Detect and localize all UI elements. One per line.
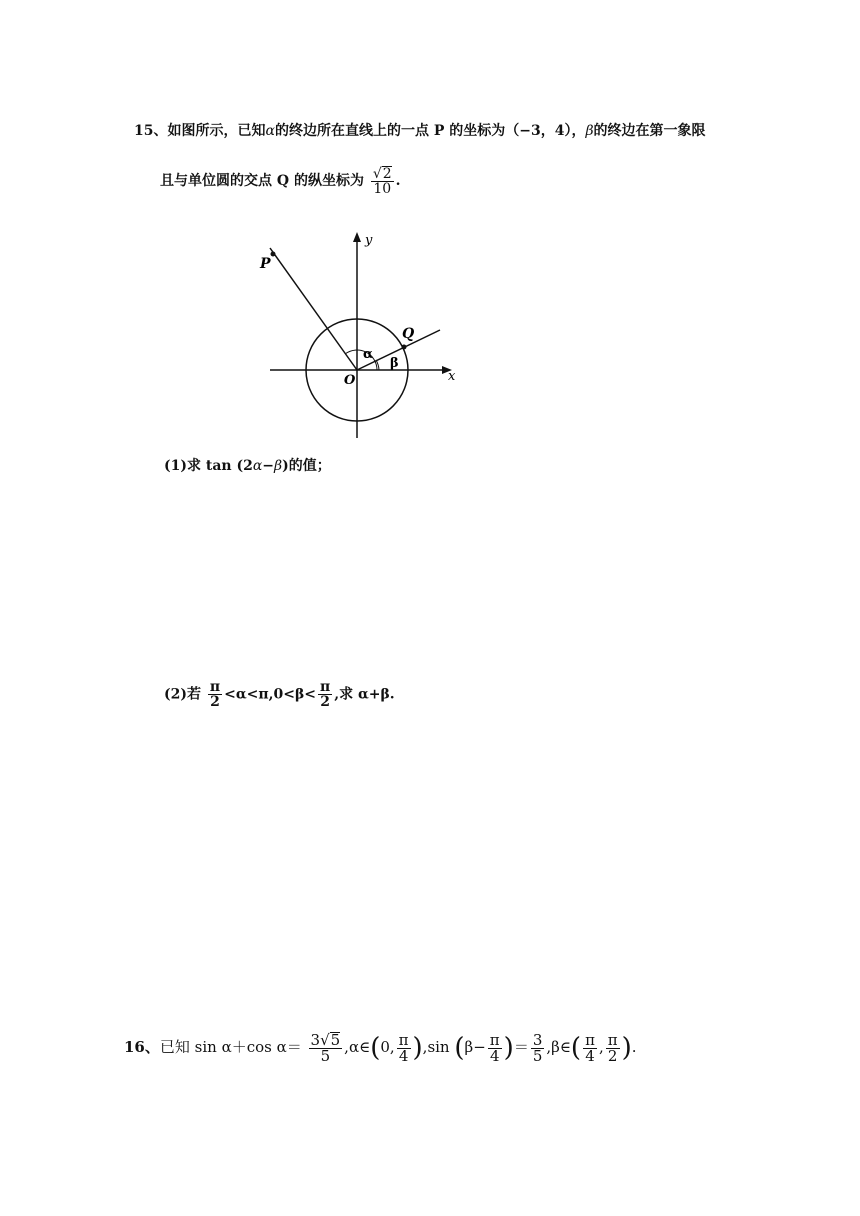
q15-text-c: 的终边在第一象限	[593, 123, 706, 139]
q15-line1	[134, 120, 706, 140]
q15-alpha: α	[265, 123, 275, 139]
part1-minus: −	[262, 458, 275, 474]
q16-five: 5	[532, 1046, 543, 1065]
q16-end: .	[631, 1038, 637, 1056]
q16-beta-in: ,β∈	[546, 1038, 571, 1056]
q16-beta-minus: β−	[464, 1038, 486, 1056]
ray-op	[270, 248, 357, 370]
label-q: Q	[402, 326, 415, 342]
part2-frac-1	[208, 680, 222, 709]
part2-suffix: ,求 α+β.	[334, 686, 395, 703]
q16-frac-pi4-c	[583, 1030, 597, 1065]
label-beta: β	[390, 356, 399, 371]
part2-frac2-num: π	[319, 679, 331, 695]
part2-middle: <α<π,0<β<	[224, 686, 316, 703]
q16-four-c: 4	[585, 1046, 595, 1065]
label-o: O	[344, 373, 356, 388]
q16-pi-c: π	[585, 1030, 595, 1049]
q16-sin-beta: ,sin	[422, 1038, 450, 1056]
q16-pi: π	[398, 1030, 409, 1049]
q15-frac-den: 10	[373, 181, 392, 197]
q15-text-a: 如图所示，已知	[167, 123, 266, 139]
q16-alpha-in: ,α∈	[344, 1038, 371, 1056]
q16-comma: ,	[598, 1038, 604, 1056]
q15-text-b: 的终边所在直线上的一点 P 的坐标为（−3，4），	[274, 123, 586, 139]
label-x: x	[448, 369, 456, 384]
q16-eq: ＝	[513, 1038, 529, 1056]
part2-frac2-den: 2	[320, 694, 330, 710]
q16-num-coef: 3	[310, 1031, 321, 1049]
y-axis-arrow	[353, 232, 361, 242]
part1-beta: β	[274, 458, 283, 474]
q15-line2-text: 且与单位圆的交点 Q 的纵坐标为	[160, 173, 364, 189]
q15-number: 15、	[134, 123, 168, 139]
q16-line: 16、已知 sin α＋cos α＝ $\frac{3√5}{5}$ ,α∈(0, $\frac{\pi}{4}$ ),sin (β− $\frac{\pi}{4}$ )＝ $\frac{3}{5}$ ,β∈( $\frac{\pi}{4}$ , $\frac{\pi}{2}$ ).	[124, 1030, 637, 1065]
q16-frac-pi2	[606, 1030, 620, 1065]
part1-prefix: (1)求 tan (2	[164, 458, 253, 474]
q16-frac-35	[531, 1030, 545, 1065]
q16-text-a: 已知 sin α＋cos α＝	[159, 1038, 302, 1056]
q15-beta: β	[585, 123, 594, 139]
q16-four-b: 4	[489, 1046, 500, 1065]
point-p	[271, 252, 276, 257]
label-alpha: α	[363, 347, 374, 362]
part1-alpha: α	[252, 458, 263, 474]
part2-frac-2	[318, 680, 332, 709]
q15-part2	[164, 680, 395, 709]
q16-three: 3	[532, 1030, 543, 1049]
q15-line2	[160, 166, 401, 196]
q16-two: 2	[607, 1046, 618, 1065]
label-p: P	[260, 256, 271, 272]
q15-fraction: $\frac{√2}{10}$	[372, 166, 392, 197]
q16-num-radicand: 5	[330, 1031, 341, 1049]
label-y: y	[365, 233, 373, 248]
part2-frac1-num: π	[209, 679, 221, 695]
q16-frac-a: $\frac{3√5}{5}$	[310, 1031, 341, 1065]
q15-line2-end: .	[395, 173, 401, 189]
q16-pi-b: π	[489, 1030, 500, 1049]
q16-number: 16、	[124, 1038, 160, 1056]
q16-frac-pi4	[397, 1030, 411, 1065]
unit-circle-figure	[262, 228, 462, 443]
q16-pi-d: π	[607, 1030, 618, 1049]
part1-suffix: )的值；	[282, 458, 331, 474]
q16-frac-pi4-b	[488, 1030, 502, 1065]
q15-frac-radicand: 2	[382, 166, 392, 182]
point-q	[402, 345, 407, 350]
part2-prefix: (2)若	[164, 686, 201, 703]
q15-part1	[164, 455, 331, 475]
part2-frac1-den: 2	[210, 694, 220, 710]
q16-four: 4	[398, 1046, 409, 1065]
q16-den: 5	[320, 1047, 331, 1065]
q16-zero: 0,	[380, 1038, 395, 1056]
